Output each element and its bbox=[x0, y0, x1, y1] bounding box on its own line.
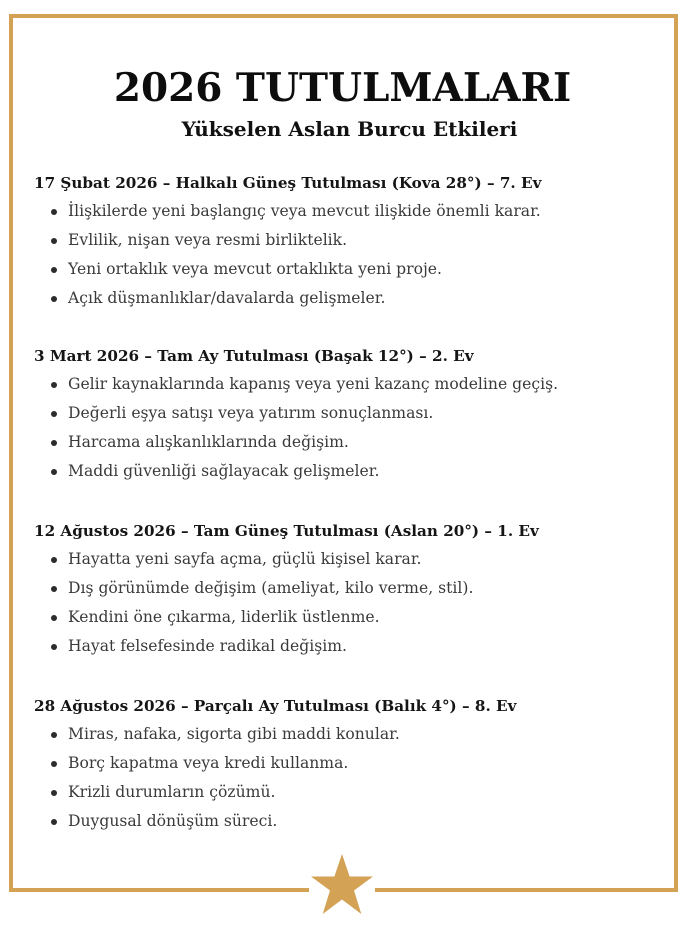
bullet-list bbox=[34, 197, 664, 313]
list-item-text: Duygusal dönüşüm süreci. bbox=[68, 812, 278, 830]
bullet-icon bbox=[51, 615, 57, 621]
list-item bbox=[34, 778, 664, 807]
star-icon bbox=[309, 852, 375, 918]
bullet-icon bbox=[51, 296, 57, 302]
list-item-text: Açık düşmanlıklar/davalarda gelişmeler. bbox=[68, 289, 386, 307]
list-item bbox=[34, 255, 664, 284]
bullet-icon bbox=[51, 732, 57, 738]
list-item-text: Değerli eşya satışı veya yatırım sonuçlanması. bbox=[68, 404, 434, 422]
list-item-text: İlişkilerde yeni başlangıç veya mevcut ilişkide önemli karar. bbox=[68, 202, 541, 220]
list-item-text: Hayatta yeni sayfa açma, güçlü kişisel karar. bbox=[68, 550, 422, 568]
list-item-text: Dış görünümde değişim (ameliyat, kilo verme, stil). bbox=[68, 579, 474, 597]
eclipse-section-mar-3 bbox=[34, 345, 664, 495]
list-item bbox=[34, 807, 664, 836]
list-item-text: Harcama alışkanlıklarında değişim. bbox=[68, 433, 349, 451]
star-ornament bbox=[309, 852, 375, 918]
list-item bbox=[34, 428, 664, 457]
list-item bbox=[34, 457, 664, 486]
bullet-icon bbox=[51, 469, 57, 475]
bullet-list bbox=[34, 545, 664, 661]
list-item bbox=[34, 749, 664, 778]
list-item-text: Krizli durumların çözümü. bbox=[68, 783, 276, 801]
list-item-text: Miras, nafaka, sigorta gibi maddi konular. bbox=[68, 725, 400, 743]
list-item bbox=[34, 370, 664, 399]
bullet-icon bbox=[51, 586, 57, 592]
bullet-icon bbox=[51, 644, 57, 650]
list-item bbox=[34, 197, 664, 226]
list-item bbox=[34, 574, 664, 603]
list-item-text: Hayat felsefesinde radikal değişim. bbox=[68, 637, 347, 655]
list-item-text: Borç kapatma veya kredi kullanma. bbox=[68, 754, 349, 772]
bullet-icon bbox=[51, 440, 57, 446]
bullet-icon bbox=[51, 238, 57, 244]
section-heading: 3 Mart 2026 – Tam Ay Tutulması (Başak 12°) – 2. Ev bbox=[34, 347, 474, 365]
list-item bbox=[34, 720, 664, 749]
bullet-icon bbox=[51, 557, 57, 563]
page-title: 2026 TUTULMALARI bbox=[113, 65, 572, 111]
list-item bbox=[34, 399, 664, 428]
eclipse-section-feb-17 bbox=[34, 172, 664, 322]
list-item-text: Gelir kaynaklarında kapanış veya yeni kazanç modeline geçiş. bbox=[68, 375, 559, 393]
bullet-icon bbox=[51, 761, 57, 767]
bullet-icon bbox=[51, 267, 57, 273]
bullet-icon bbox=[51, 411, 57, 417]
bullet-icon bbox=[51, 209, 57, 215]
bullet-list bbox=[34, 720, 664, 836]
list-item bbox=[34, 284, 664, 313]
list-item bbox=[34, 545, 664, 574]
bullet-list bbox=[34, 370, 664, 486]
list-item-text: Maddi güvenliği sağlayacak gelişmeler. bbox=[68, 462, 380, 480]
page-subtitle: Yükselen Aslan Burcu Etkileri bbox=[181, 117, 518, 141]
list-item bbox=[34, 226, 664, 255]
list-item bbox=[34, 632, 664, 661]
list-item-text: Yeni ortaklık veya mevcut ortaklıkta yeni proje. bbox=[68, 260, 442, 278]
bullet-icon bbox=[51, 382, 57, 388]
list-item-text: Evlilik, nişan veya resmi birliktelik. bbox=[68, 231, 348, 249]
section-heading: 12 Ağustos 2026 – Tam Güneş Tutulması (Aslan 20°) – 1. Ev bbox=[34, 522, 539, 540]
bullet-icon bbox=[51, 790, 57, 796]
section-heading: 28 Ağustos 2026 – Parçalı Ay Tutulması (Balık 4°) – 8. Ev bbox=[34, 697, 517, 715]
list-item bbox=[34, 603, 664, 632]
list-item-text: Kendini öne çıkarma, liderlik üstlenme. bbox=[68, 608, 380, 626]
section-heading: 17 Şubat 2026 – Halkalı Güneş Tutulması (Kova 28°) – 7. Ev bbox=[34, 174, 542, 192]
eclipse-section-aug-28 bbox=[34, 695, 664, 845]
eclipse-section-aug-12 bbox=[34, 520, 664, 670]
bullet-icon bbox=[51, 819, 57, 825]
